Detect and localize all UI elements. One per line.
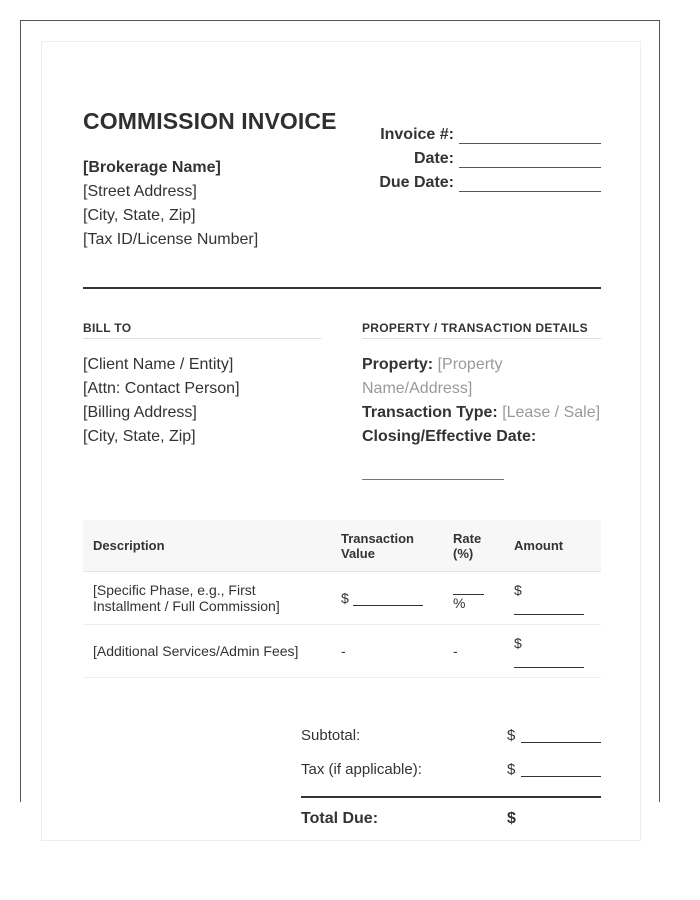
invoice-number-field[interactable] <box>459 126 601 144</box>
rate-percent: % <box>453 594 466 611</box>
invoice-date-label: Date: <box>413 150 454 167</box>
table-header-row <box>83 520 601 572</box>
total-due-currency: $ <box>507 810 516 827</box>
subtotal-field[interactable] <box>521 742 601 743</box>
invoice-date-field[interactable] <box>459 150 601 168</box>
value-currency: $ <box>341 590 349 606</box>
due-date-label: Due Date: <box>379 174 454 191</box>
row-amount-cell <box>504 625 601 678</box>
row-description: [Specific Phase, e.g., First Installment / Full Commission] <box>83 572 331 625</box>
due-date-field[interactable] <box>459 174 601 192</box>
client-attn: [Attn: Contact Person] <box>83 380 240 397</box>
brokerage-city: [City, State, Zip] <box>83 207 196 224</box>
bill-to-heading: BILL TO <box>83 321 321 339</box>
client-name: [Client Name / Entity] <box>83 356 234 373</box>
invoice-page <box>41 41 641 841</box>
row-amount-cell <box>504 572 601 625</box>
total-due-label: Total Due: <box>301 810 379 827</box>
closing-date-label: Closing/Effective Date: <box>362 428 537 445</box>
client-address: [Billing Address] <box>83 404 197 421</box>
row-value-cell: - <box>331 625 443 678</box>
amount-field[interactable] <box>514 651 584 668</box>
amount-currency: $ <box>514 634 522 651</box>
line-items-table <box>83 520 601 678</box>
table-row <box>83 572 601 625</box>
transaction-type-label: Transaction Type: <box>362 404 498 421</box>
brokerage-name: [Brokerage Name] <box>83 159 221 176</box>
amount-wrap <box>514 635 584 668</box>
totals-block <box>301 722 601 827</box>
totals-divider <box>301 796 601 798</box>
header-transaction-value: Transaction Value <box>331 520 443 572</box>
subtotal-currency: $ <box>507 727 516 744</box>
tax-currency: $ <box>507 761 516 778</box>
closing-date-field[interactable] <box>362 449 504 480</box>
amount-field[interactable] <box>514 598 584 615</box>
tax-label: Tax (if applicable): <box>301 761 422 778</box>
table-row <box>83 625 601 678</box>
row-value-cell <box>331 572 443 625</box>
tax-field[interactable] <box>521 776 601 777</box>
header-description: Description <box>83 520 331 572</box>
header-amount: Amount <box>504 520 601 572</box>
document-frame <box>20 20 660 827</box>
row-description: [Additional Services/Admin Fees] <box>83 625 331 678</box>
property-value: [Property Name/Address] <box>362 356 503 397</box>
invoice-number-label: Invoice #: <box>380 126 454 143</box>
bill-to-block <box>83 353 240 449</box>
client-city: [City, State, Zip] <box>83 428 196 445</box>
invoice-date-row <box>342 144 601 168</box>
amount-currency: $ <box>514 581 522 598</box>
value-field[interactable] <box>353 591 423 606</box>
property-row <box>362 353 607 401</box>
invoice-title: COMMISSION INVOICE <box>83 108 337 134</box>
tax-row <box>301 756 601 790</box>
property-block <box>362 353 607 480</box>
brokerage-tax-id: [Tax ID/License Number] <box>83 231 259 248</box>
amount-wrap <box>514 582 584 615</box>
header-divider <box>83 287 601 289</box>
brokerage-street: [Street Address] <box>83 183 197 200</box>
transaction-type-row <box>362 401 607 425</box>
due-date-row <box>342 168 601 192</box>
property-label: Property: <box>362 356 434 373</box>
row-rate-cell: - <box>443 625 504 678</box>
brokerage-address <box>83 156 258 252</box>
closing-date-row <box>362 425 607 480</box>
invoice-meta <box>342 120 601 192</box>
invoice-number-row <box>342 120 601 144</box>
transaction-type-value: [Lease / Sale] <box>502 404 601 421</box>
subtotal-row <box>301 722 601 756</box>
subtotal-label: Subtotal: <box>301 727 361 744</box>
header-rate: Rate (%) <box>443 520 504 572</box>
property-heading: PROPERTY / TRANSACTION DETAILS <box>362 321 601 339</box>
rate-field[interactable] <box>453 586 484 595</box>
row-rate-cell <box>443 572 504 625</box>
